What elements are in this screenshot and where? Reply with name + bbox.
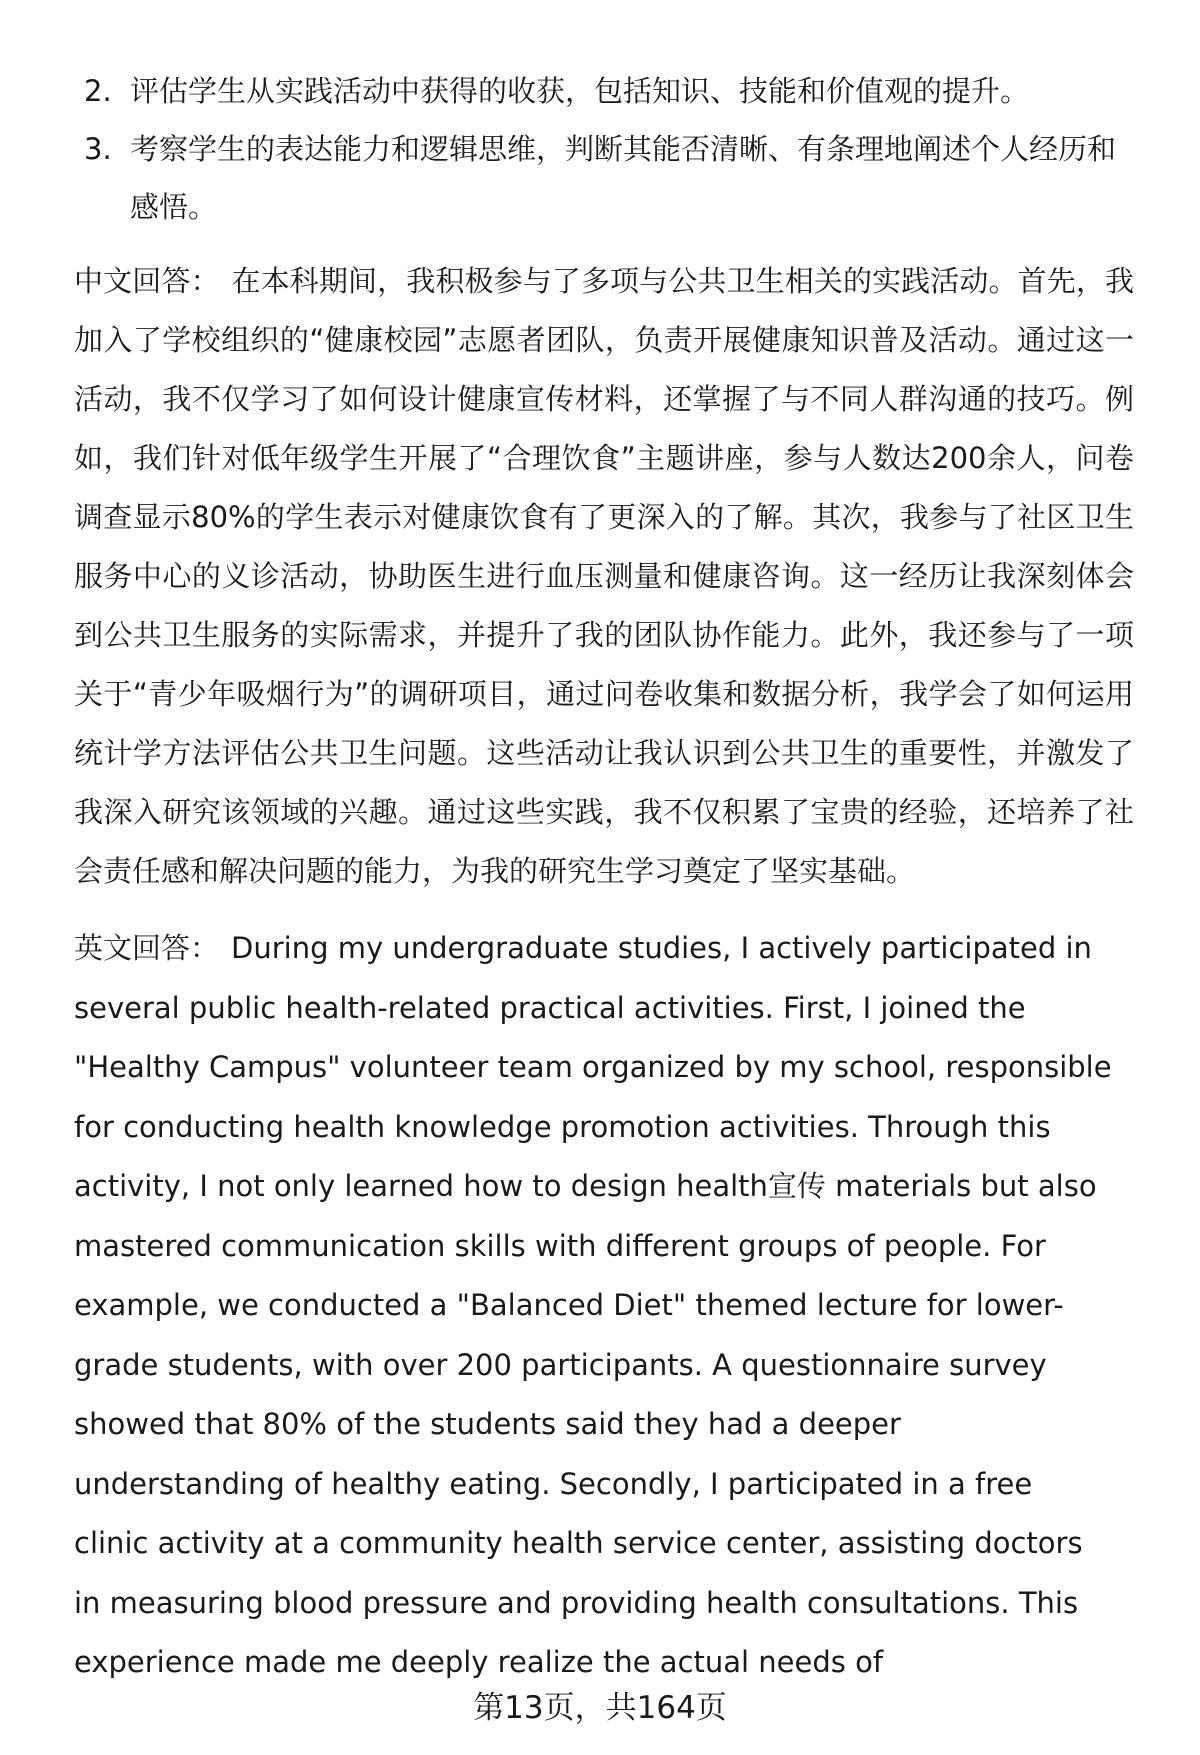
english-answer-text: During my undergraduate studies, I actively participated in several public health-related practical activities. First, I joined the "Healthy Campus" volunteer team organized by my school, responsible for conducting health knowledge promotion activities. Through this activity, I not only learned how to design health宣传 materials but also mastered communication skills with different groups of people. For example, we conducted a "Balanced Diet" themed lecture for lower-grade students, with over 200 participants. A questionnaire survey showed that 80% of the students said they had a deeper understanding of healthy eating. Secondly, I participated in a free clinic activity at a community health service center, assisting doctors in measuring blood pressure and providing health consultations. This experience made me deeply realize the actual needs of [74,931,1112,1679]
english-answer-paragraph [74,919,1134,1693]
list-item-text: 考察学生的表达能力和逻辑思维，判断其能否清晰、有条理地阐述个人经历和感悟。 [130,132,1117,224]
list-item [74,62,1134,120]
list-item-number: 2. [84,74,112,108]
english-answer-label: 英文回答： [74,931,220,965]
chinese-answer-text: 在本科期间，我积极参与了多项与公共卫生相关的实践活动。首先，我加入了学校组织的“健康校园”志愿者团队，负责开展健康知识普及活动。通过这一活动，我不仅学习了如何设计健康宣传材料，还掌握了与不同人群沟通的技巧。例如，我们针对低年级学生开展了“合理饮食”主题讲座，参与人数达200余人，问卷调查显示80%的学生表示对健康饮食有了更深入的了解。其次，我参与了社区卫生服务中心的义诊活动，协助医生进行血压测量和健康咨询。这一经历让我深刻体会到公共卫生服务的实际需求，并提升了我的团队协作能力。此外，我还参与了一项关于“青少年吸烟行为”的调研项目，通过问卷收集和数据分析，我学会了如何运用统计学方法评估公共卫生问题。这些活动让我认识到公共卫生的重要性，并激发了我深入研究该领域的兴趣。通过这些实践，我不仅积累了宝贵的经验，还培养了社会责任感和解决问题的能力，为我的研究生学习奠定了坚实基础。 [74,264,1134,888]
chinese-answer-paragraph [74,252,1134,901]
list-item-number: 3. [84,132,112,166]
evaluation-criteria-list [74,62,1134,236]
chinese-answer-label: 中文回答： [74,264,220,298]
list-item-text: 评估学生从实践活动中获得的收获，包括知识、技能和价值观的提升。 [130,74,1030,108]
page-number-footer: 第13页，共164页 [473,1690,727,1726]
list-item [74,120,1134,236]
